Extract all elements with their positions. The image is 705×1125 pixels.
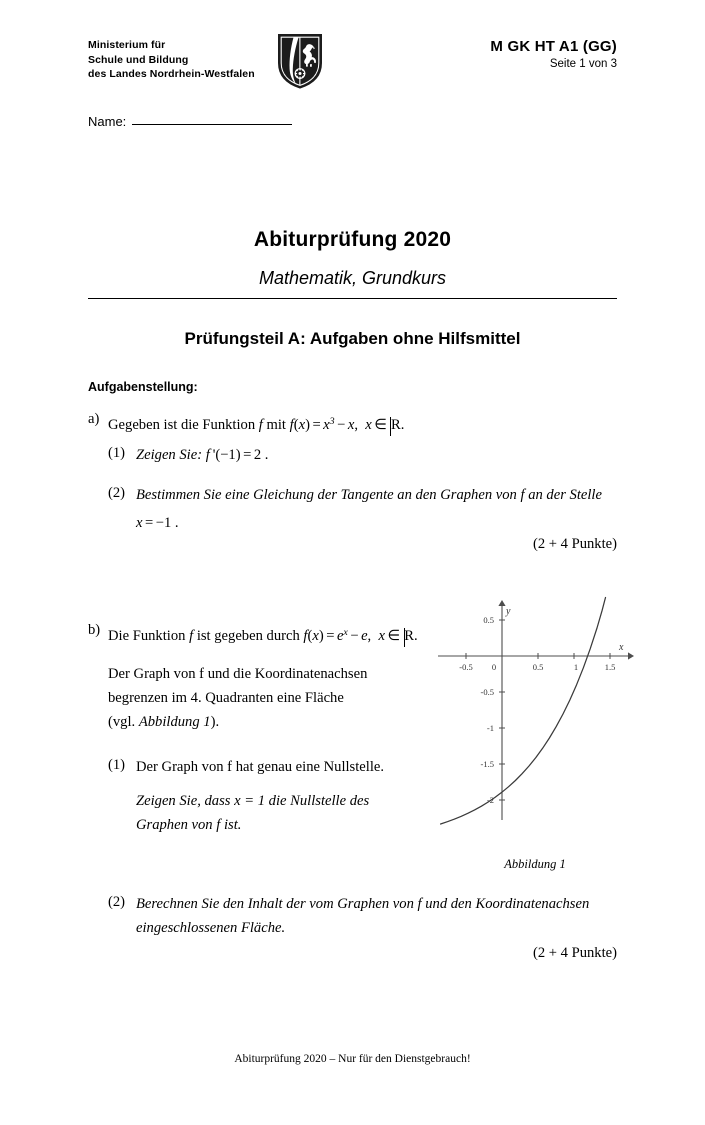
title-divider [88, 298, 617, 299]
task-a-item-1-formula: f '(−1) = 2 . [205, 447, 269, 463]
task-a-item-1-text [136, 445, 596, 466]
task-a-formula: $f(x) = x^3 - x$, x ∈ R. [290, 417, 405, 433]
svg-text:-1.5: -1.5 [480, 759, 494, 769]
ministry-block [88, 38, 255, 82]
x-axis-arrow [628, 652, 634, 659]
task-b-points: (2 + 4 Punkte) [532, 945, 617, 961]
y-tick-labels [480, 615, 497, 805]
task-a-item-2-line-2: x = −1 . [136, 515, 179, 531]
task-b-paragraph-line-2: begrenzen im 4. Quadranten eine Fläche [108, 690, 344, 706]
task-a-item-1-lead: Zeigen Sie: [136, 447, 203, 463]
task-a-marker: a) [88, 411, 100, 427]
page-subtitle: Mathematik, Grundkurs [258, 268, 447, 288]
svg-text:-1: -1 [486, 723, 494, 733]
figure-graph [430, 592, 640, 837]
task-a-intro-mit: mit [266, 417, 286, 434]
ministry-line-2: Schule und Bildung [88, 53, 189, 66]
task-b-formula: $f(x) = e^x - e$, x ∈ R. [303, 628, 417, 644]
task-b-intro [108, 622, 448, 647]
task-b-intro-pre: Die Funktion [108, 628, 186, 645]
x-tick-labels [459, 662, 615, 672]
svg-text:0.5: 0.5 [483, 615, 494, 625]
task-b-item-2-line-1: Berechnen Sie den Inhalt der vom Graphen von f und den Koordinatenachsen [136, 896, 590, 912]
task-a-points: (2 + 4 Punkte) [532, 536, 617, 552]
task-b-paragraph-line-3 [108, 712, 438, 733]
x-axis-label: x [619, 642, 624, 653]
task-b-item-1-number: (1) [108, 757, 126, 773]
page-title: Abiturprüfung 2020 [253, 228, 452, 251]
task-b-figure-reference: Abbildung 1 [138, 714, 211, 730]
y-axis-label: y [506, 606, 511, 617]
task-a-item-1-number: (1) [108, 445, 126, 461]
svg-text:0: 0 [491, 662, 497, 672]
ministry-line-1: Ministerium für [88, 39, 166, 51]
function-curve [441, 598, 606, 825]
ministry-line-3: des Landes Nordrhein-Westfalen [88, 68, 255, 80]
task-a-intro-pre: Gegeben ist die Funktion [108, 417, 256, 434]
svg-text:-2: -2 [486, 795, 494, 805]
task-a-item-2-line-1: Bestimmen Sie eine Gleichung der Tangente an den Graphen von f an der Stelle [136, 487, 602, 503]
svg-text:-0.5: -0.5 [480, 687, 494, 697]
task-b-function-symbol: f [189, 628, 194, 645]
figure-caption: Abbildung 1 [504, 857, 566, 871]
svg-text:1.5: 1.5 [604, 662, 616, 672]
y-axis-arrow [498, 600, 505, 606]
name-input-line[interactable] [132, 123, 292, 125]
task-a-intro [108, 411, 608, 436]
nrw-coat-of-arms-icon [277, 33, 323, 89]
task-b-item-1-line-3: Graphen von f ist. [136, 817, 242, 833]
svg-text:1: 1 [573, 662, 579, 672]
exam-part-heading: Prüfungsteil A: Aufgaben ohne Hilfsmittel [184, 329, 521, 348]
exam-code: M GK HT A1 (GG) [490, 38, 617, 55]
assignment-label: Aufgabenstellung: [88, 380, 198, 394]
task-b-vgl-post: ). [210, 714, 220, 730]
task-b-intro-post: ist gegeben durch [196, 628, 300, 645]
task-b-vgl-pre: (vgl. [108, 714, 136, 730]
exam-code-block [490, 38, 617, 70]
svg-text:0.5: 0.5 [532, 662, 544, 672]
page-footer: Abiturprüfung 2020 – Nur für den Dienstgebrauch! [234, 1053, 471, 1065]
task-b-item-2-line-2: eingeschlossenen Fläche. [136, 920, 286, 936]
task-b-marker: b) [88, 622, 101, 638]
page-indicator: Seite 1 von 3 [549, 58, 617, 70]
task-b-paragraph-line-1: Der Graph von f und die Koordinatenachsen [108, 666, 368, 682]
task-b-item-1-line-1: Der Graph von f hat genau eine Nullstelle. [136, 759, 385, 775]
name-label: Name: [88, 114, 127, 129]
task-a-function-symbol: f [258, 417, 263, 434]
task-b-item-1-line-2: Zeigen Sie, dass x = 1 die Nullstelle des [136, 793, 370, 809]
svg-text:-0.5: -0.5 [459, 662, 473, 672]
task-b-item-2-number: (2) [108, 894, 126, 910]
task-a-item-2-number: (2) [108, 485, 126, 501]
name-field-row [88, 114, 292, 129]
